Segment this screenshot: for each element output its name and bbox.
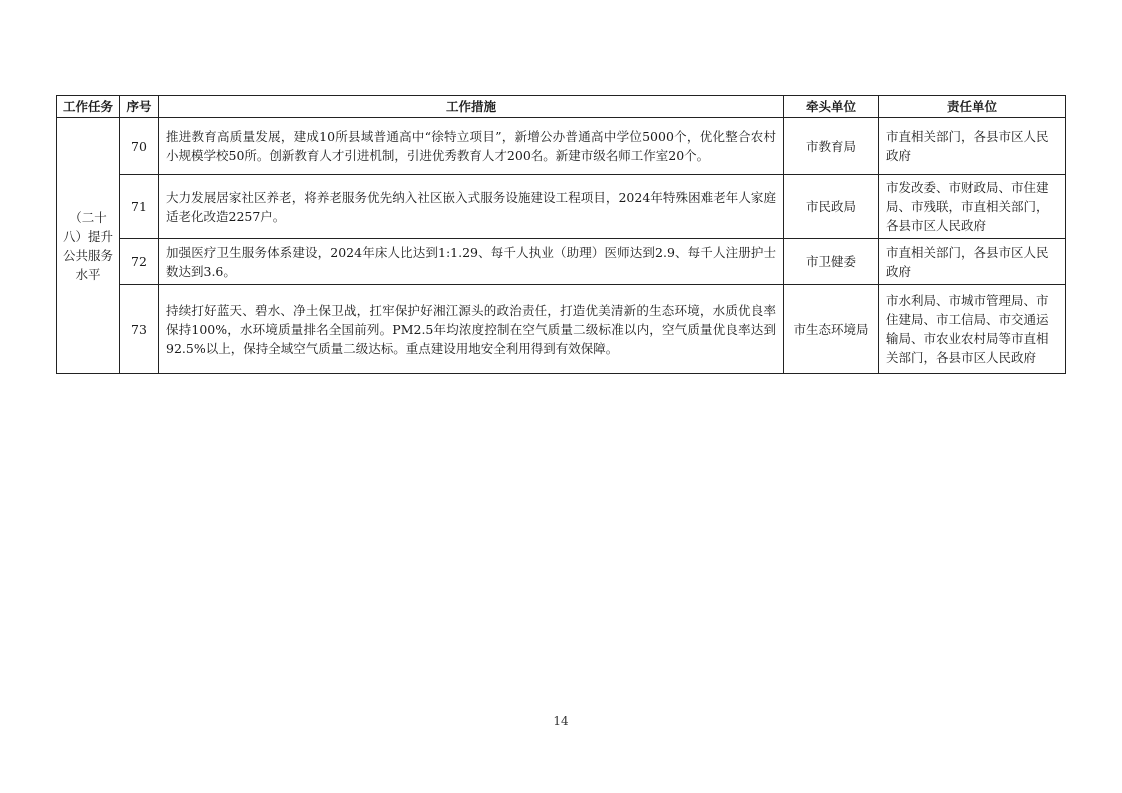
- table-row: [57, 118, 1066, 175]
- responsible-unit-cell: 市水利局、市城市管理局、市住建局、市工信局、市交通运输局、市农业农村局等市直相关部门，各县市区人民政府: [879, 285, 1066, 374]
- measure-cell: 推进教育高质量发展，建成10所县域普通高中“徐特立项目”，新增公办普通高中学位5000个，优化整合农村小规模学校50所。创新教育人才引进机制，引进优秀教育人才200名。新建市级名师工作室20个。: [159, 118, 784, 175]
- header-lead: 牵头单位: [784, 96, 879, 118]
- measure-cell: 大力发展居家社区养老，将养老服务优先纳入社区嵌入式服务设施建设工程项目，2024年特殊困难老年人家庭适老化改造2257户。: [159, 175, 784, 239]
- page-number: 14: [553, 714, 569, 728]
- work-task-table: [56, 95, 1066, 374]
- responsible-unit-cell: 市发改委、市财政局、市住建局、市残联，市直相关部门，各县市区人民政府: [879, 175, 1066, 239]
- seq-cell: 70: [120, 118, 159, 175]
- responsible-unit-cell: 市直相关部门，各县市区人民政府: [879, 239, 1066, 285]
- lead-unit-cell: 市生态环境局: [784, 285, 879, 374]
- header-resp: 责任单位: [879, 96, 1066, 118]
- responsible-unit-cell: 市直相关部门，各县市区人民政府: [879, 118, 1066, 175]
- header-measure: 工作措施: [159, 96, 784, 118]
- lead-unit-cell: 市卫健委: [784, 239, 879, 285]
- header-seq: 序号: [120, 96, 159, 118]
- seq-cell: 71: [120, 175, 159, 239]
- seq-cell: 73: [120, 285, 159, 374]
- lead-unit-cell: 市教育局: [784, 118, 879, 175]
- task-group-cell: （二十八）提升公共服务水平: [57, 118, 120, 374]
- seq-cell: 72: [120, 239, 159, 285]
- table-row: [57, 239, 1066, 285]
- header-task: 工作任务: [57, 96, 120, 118]
- table-row: [57, 175, 1066, 239]
- lead-unit-cell: 市民政局: [784, 175, 879, 239]
- table-row: [57, 285, 1066, 374]
- measure-cell: 加强医疗卫生服务体系建设，2024年床人比达到1:1.29、每千人执业（助理）医师达到2.9、每千人注册护士数达到3.6。: [159, 239, 784, 285]
- table-header-row: [57, 96, 1066, 118]
- measure-cell: 持续打好蓝天、碧水、净土保卫战，扛牢保护好湘江源头的政治责任，打造优美清新的生态环境，水质优良率保持100%，水环境质量排名全国前列。PM2.5年均浓度控制在空气质量二级标准以内，空气质量优良率达到92.5%以上，保持全域空气质量二级达标。重点建设用地安全利用得到有效保障。: [159, 285, 784, 374]
